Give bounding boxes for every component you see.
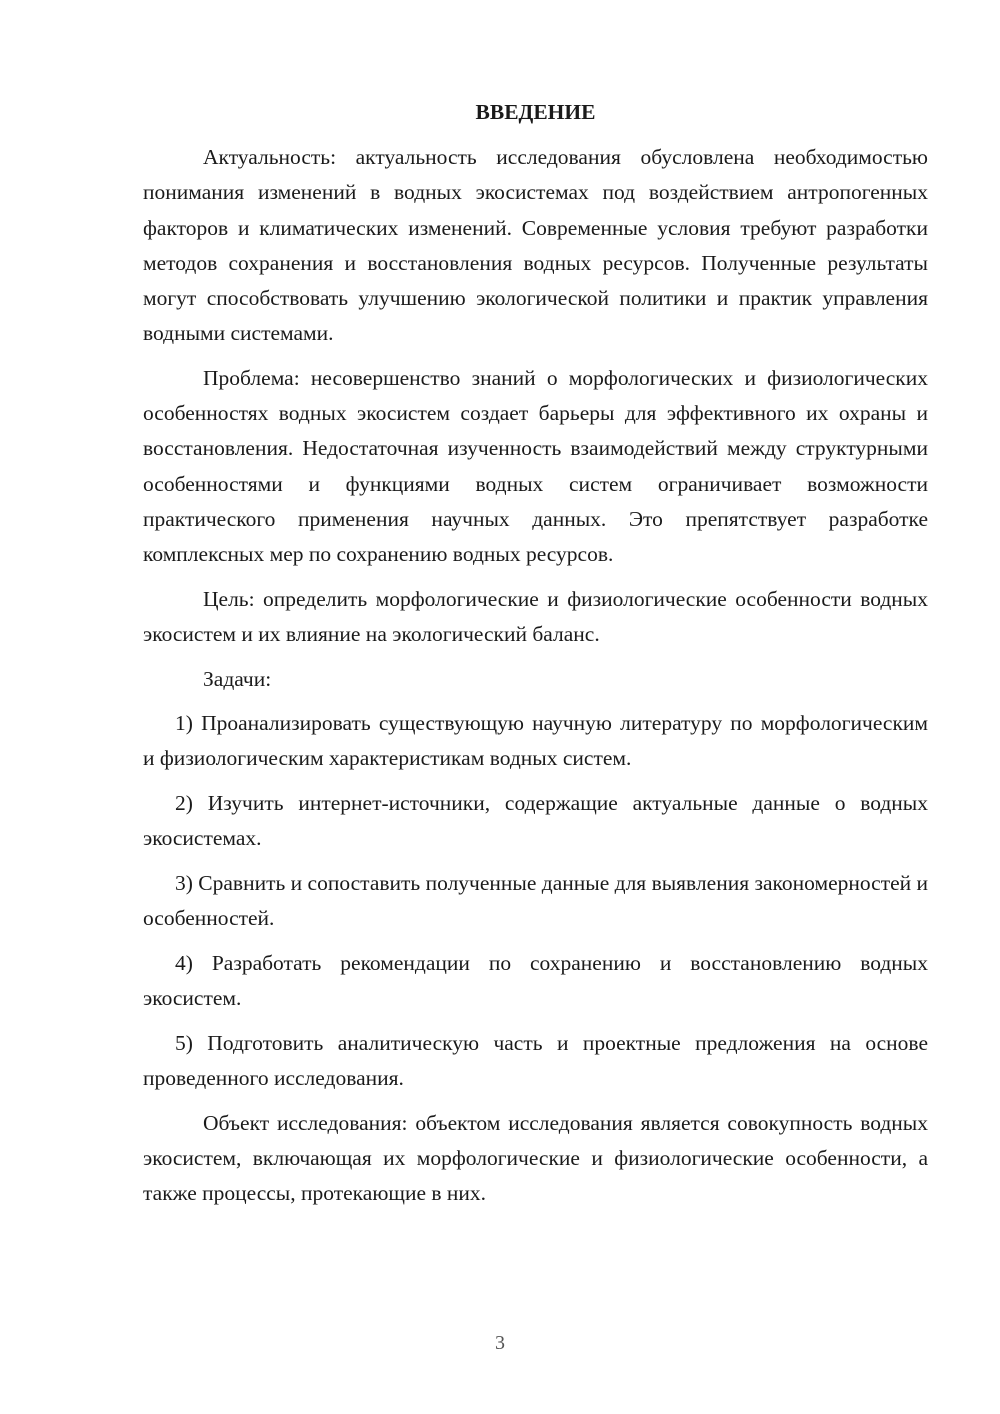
paragraph-object: Объект исследования: объектом исследования является совокупность водных экосистем, включающая их морфологические и физиологические особенности, а также процессы, протекающие в них.	[143, 1110, 928, 1206]
page-number: 3	[495, 1332, 505, 1354]
task-item: 3) Сравнить и сопоставить полученные данные для выявления закономерностей и особенностей.	[143, 871, 929, 931]
document-page	[143, 95, 928, 1221]
paragraph-relevance: Актуальность: актуальность исследования обусловлена необходимостью понимания изменений в водных экосистемах под воздействием антропогенных факторов и климатических изменений. Современные условия требуют разработки методов сохранения и восстановления водных ресурсов. Полученные результаты могут способствовать улучшению экологической политики и практик управления водными системами.	[143, 145, 928, 346]
task-item: 5) Подготовить аналитическую часть и проектные предложения на основе проведенного исследования.	[143, 1030, 928, 1091]
task-item: 2) Изучить интернет-источники, содержащие актуальные данные о водных экосистемах.	[143, 791, 928, 851]
task-item: 4) Разработать рекомендации по сохранению и восстановлению водных экосистем.	[143, 950, 928, 1011]
paragraph-tasks-heading: Задачи:	[203, 666, 272, 691]
paragraph-problem: Проблема: несовершенство знаний о морфологических и физиологических особенностях водных экосистем создает барьеры для эффективного их охраны и восстановления. Недостаточная изученность взаимодействий между структурными особенностями и функциями водных систем ограничивает возможности практического применения научных данных. Это препятствует разработке комплексных мер по сохранению водных ресурсов.	[143, 365, 928, 566]
paragraph-goal: Цель: определить морфологические и физиологические особенности водных экосистем и их влияние на экологический баланс.	[143, 586, 928, 646]
section-title: ВВЕДЕНИЕ	[475, 100, 596, 124]
task-item: 1) Проанализировать существующую научную литературу по морфологическим и физиологическим характеристикам водных систем.	[143, 711, 928, 771]
